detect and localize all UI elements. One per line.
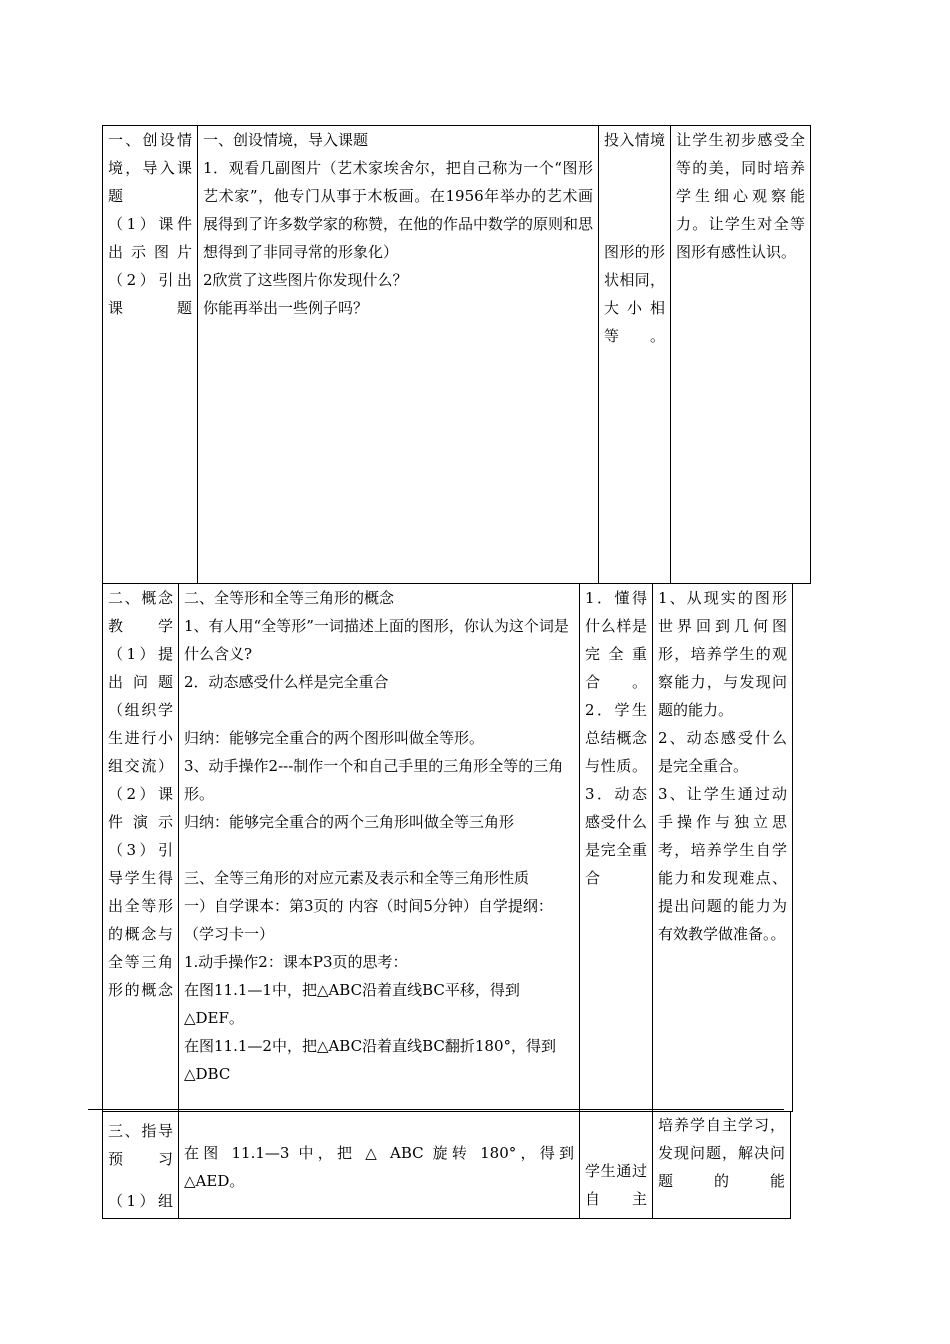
- row2-intent-text: 1、从现实的图形世界回到几何图形，培养学生的观察能力，与发现问题的能力。: [658, 589, 787, 719]
- row3-intent-cell: [653, 1111, 791, 1218]
- row2-student-text: 2．学生总结概念与性质。: [585, 701, 647, 775]
- row3-intent-text: 培养学自主学习，发现问题，解决问题的能: [658, 1116, 785, 1190]
- row2-content-line: 一）自学课本：第3页的 内容（时间5分钟）自学提纲：（学习卡一）: [184, 897, 553, 943]
- row3-content-cell: [179, 1111, 580, 1218]
- row3-step-cell: [103, 1111, 179, 1218]
- row3-student-cell: [580, 1111, 653, 1218]
- row2-student-text: 1．懂得什么样是完全重合。: [585, 589, 647, 691]
- row1-intent-text: 让学生初步感受全等的美，同时培养学生细心观察能力。让学生对全等图形有感性认识。: [676, 131, 805, 261]
- row1-step-item: （2）引出课题: [108, 271, 192, 317]
- lesson-table-row-3: [102, 1111, 791, 1219]
- row3-content-line: △AED。: [184, 1172, 245, 1190]
- row2-content-line: 三、全等三角形的对应元素及表示和全等三角形性质: [184, 869, 530, 887]
- row3-content-line: 在图 11.1—3 中，把 △ ABC 旋转 180°，得到: [184, 1144, 574, 1162]
- row1-student-text: 投入情境: [604, 131, 665, 149]
- lesson-table-row-1: [102, 125, 811, 584]
- row3-step-item: （1）组: [108, 1192, 173, 1210]
- row2-content-line: 在图11.1—1中，把△ABC沿着直线BC平移，得到△DEF。: [184, 981, 520, 1027]
- row2-content-cell: [179, 584, 580, 1112]
- row2-content-line: 归纳：能够完全重合的两个图形叫做全等形。: [184, 729, 485, 747]
- row2-content-line: 3、动手操作2---制作一个和自己手里的三角形全等的三角形。: [184, 757, 564, 803]
- row2-intent-cell: [653, 584, 793, 1112]
- lesson-table-row-2: [102, 583, 793, 1112]
- row-divider-line: [88, 1109, 784, 1110]
- row1-content-line: 1．观看几副图片（艺术家埃舍尔，把自己称为一个“图形艺术家”，他专门从事于木板画。在1956年举办的艺术画展得到了许多数学家的称赞，在他的作品中数学的原则和思想得到了非同寻常的形象化）: [203, 159, 594, 261]
- row2-step-item: （2）课件演示: [108, 785, 173, 831]
- row2-intent-text: 2、动态感受什么是完全重合。: [658, 729, 787, 775]
- row2-student-cell: [580, 584, 653, 1112]
- row1-step-item: （1）课件出示图片: [108, 215, 192, 261]
- row2-step-item: （1）提出问题（组织学生进行小组交流）: [108, 645, 173, 775]
- row2-content-line: 1、有人用“全等形”一词描述上面的图形，你认为这个词是什么含义?: [184, 617, 569, 663]
- row2-step-item: （3）引导学生得出全等形的概念与全等三角形的概念: [108, 841, 173, 999]
- row1-step-cell: [103, 126, 198, 584]
- row2-content-line: 二、全等形和全等三角形的概念: [184, 589, 395, 607]
- row2-step-title: 二、概念教学: [108, 589, 173, 635]
- row2-content-line: 归纳：能够完全重合的两个三角形叫做全等三角形: [184, 813, 515, 831]
- row1-content-line: 2欣赏了这些图片你发现什么？: [203, 271, 408, 289]
- row3-step-title: 三、指导预习: [108, 1122, 173, 1168]
- row1-content-line: 一、创设情境，导入课题: [203, 131, 369, 149]
- row1-content-cell: [198, 126, 599, 584]
- row2-step-cell: [103, 584, 179, 1112]
- row3-student-text: 学生通过自主: [585, 1162, 647, 1208]
- row1-student-text: 图形的形状相同，大小相等。: [604, 243, 665, 345]
- row2-intent-text: 3、让学生通过动手操作与独立思考，培养学生自学能力和发现难点、提出问题的能力为有效教学做准备。。: [658, 785, 787, 943]
- row1-content-line: 你能再举出一些例子吗？: [203, 299, 369, 317]
- row2-content-line: 在图11.1—2中，把△ABC沿着直线BC翻折180°，得到△DBC: [184, 1037, 556, 1083]
- row1-step-title: 一、创设情境，导入课题: [108, 131, 192, 205]
- row1-student-cell: [599, 126, 671, 584]
- row2-content-line: 2．动态感受什么样是完全重合: [184, 673, 389, 691]
- row1-intent-cell: [671, 126, 811, 584]
- row2-content-line: 1.动手操作2：课本P3页的思考：: [184, 953, 408, 971]
- row2-student-text: 3．动态感受什么是完全重合: [585, 785, 647, 887]
